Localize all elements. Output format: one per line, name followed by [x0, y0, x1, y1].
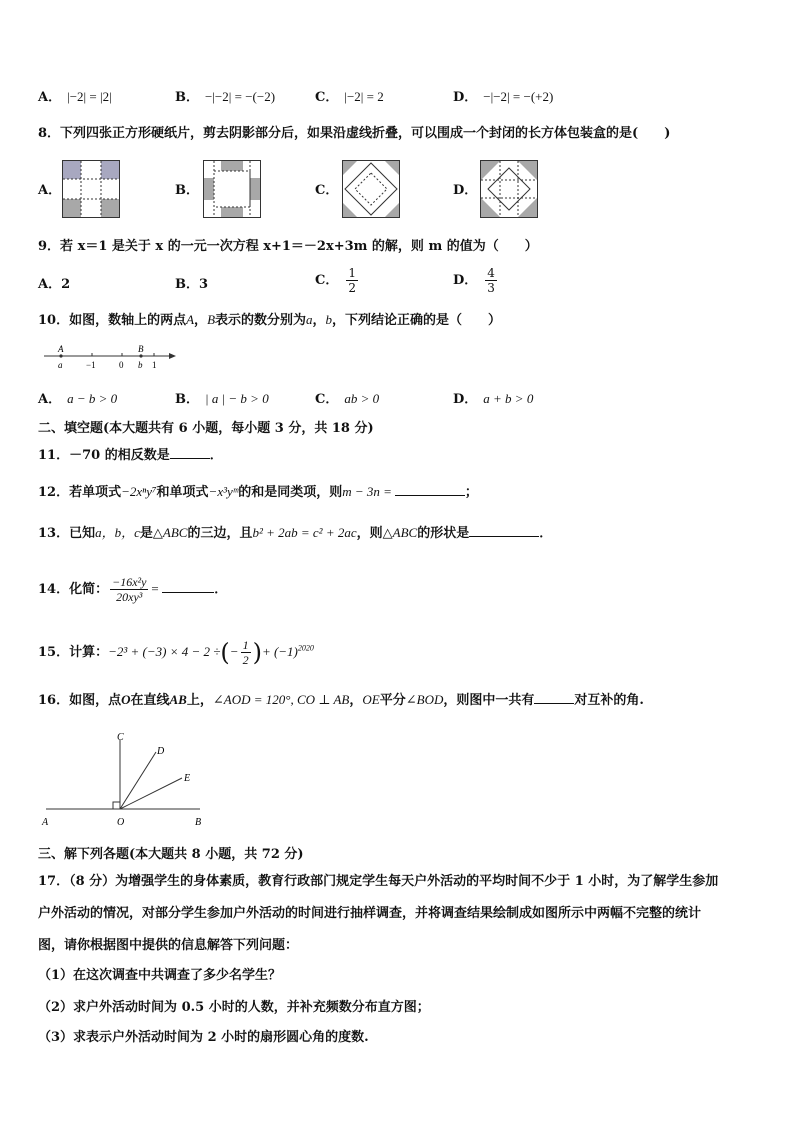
q7-option-a	[38, 88, 112, 107]
shaded-corner	[518, 161, 537, 180]
q16: 16．如图，点O在直线AB上，∠AOD = 120°, CO ⊥ AB，OE平分∠BOD，则图中一共有 对互补的角.	[38, 692, 644, 708]
q9-option-b: B．3	[175, 277, 209, 292]
shaded-corner	[101, 161, 119, 179]
shaded-tab	[250, 178, 260, 200]
label-B: B	[138, 344, 144, 354]
q9-stem: 9．若 x＝1 是关于 x 的一元一次方程 x+1＝－2x+3m 的解，则 m 的值为（ ）	[38, 239, 538, 254]
q17-line-1: 17．（8 分）为增强学生的身体素质，教育行政部门规定学生每天户外活动的平均时间不少于 1 小时，为了解学生参加	[38, 874, 719, 889]
q9-option-d: D． $\frac{4}{3}$	[453, 266, 495, 295]
point-a	[59, 354, 62, 357]
fraction: $\frac{1}{2}$	[348, 266, 356, 295]
answer-blank	[469, 524, 539, 537]
section-2-heading: 二、填空题(本大题共有 6 小题，每小题 3 分，共 18 分)	[38, 421, 374, 436]
square-outline	[343, 161, 400, 218]
answer-blank	[170, 446, 210, 459]
shaded-corner	[101, 199, 119, 217]
q17-line-2: 户外活动的情况，对部分学生参加户外活动的时间进行抽样调查，并将调查结果绘制成如图所示中两幅不完整的统计	[38, 906, 702, 921]
option-label: C．	[315, 90, 339, 105]
shaded-corner	[481, 198, 500, 217]
q8-option-d-figure	[480, 160, 538, 218]
shaded-tab	[221, 207, 243, 217]
q9-option-c: C． $\frac{1}{2}$	[315, 266, 356, 295]
label-b: b	[138, 360, 143, 370]
option-label: D．	[453, 90, 478, 105]
q11: 11．－70 的相反数是 ．	[38, 448, 223, 463]
q7-option-d	[453, 88, 553, 107]
label-a: a	[58, 360, 63, 370]
q8-option-b-label: B．	[175, 183, 199, 198]
fraction: $\frac{1}{2}$	[242, 638, 249, 667]
option-expression: −|−2| = −(−2)	[205, 89, 276, 104]
q10-number-line	[40, 342, 180, 374]
q12: 12．若单项式−2xⁿy⁷和单项式−x³yᵐ的和是同类项，则m − 3n = ；	[38, 484, 478, 500]
label-E: E	[184, 773, 191, 784]
shaded-tab	[204, 178, 214, 200]
shaded-corner	[518, 198, 537, 217]
right-angle-mark	[113, 802, 120, 809]
q10-option-d: D． a + b > 0	[453, 391, 534, 407]
q10-option-b: B． | a | − b > 0	[175, 391, 269, 407]
q8-stem: 8．下列四张正方形硬纸片，剪去阴影部分后，如果沿虚线折叠，可以围成一个封闭的长方体包装盒的是( )	[38, 126, 671, 141]
left-paren: (	[220, 638, 230, 667]
shaded-tab	[221, 161, 243, 171]
option-label: A．	[38, 90, 62, 105]
q16-figure	[38, 728, 218, 830]
label-C: C	[117, 732, 124, 743]
shaded-corner	[385, 203, 399, 217]
answer-blank	[395, 483, 465, 496]
option-expression: |−2| = |2|	[67, 89, 112, 104]
shaded-corner	[343, 161, 357, 175]
fold-line	[355, 173, 387, 205]
option-label: B．	[175, 90, 199, 105]
axis-arrow	[169, 353, 176, 359]
tick-label-0: 0	[119, 360, 124, 370]
q10-stem: 10．如图，数轴上的两点A，B表示的数分别为a，b，下列结论正确的是（ ）	[38, 312, 502, 328]
shaded-corner	[63, 199, 81, 217]
q8-option-b-figure	[203, 160, 261, 218]
q8-option-d-label: D．	[453, 183, 478, 198]
q17-line-3: 图，请你根据图中提供的信息解答下列问题：	[38, 938, 299, 953]
answer-blank	[534, 691, 574, 704]
shaded-corner	[343, 203, 357, 217]
tick-label-1: 1	[152, 360, 157, 370]
q17-sub-1: （1）在这次调查中共调查了多少名学生？	[38, 968, 282, 983]
q8-option-a-figure	[62, 160, 120, 218]
q7-option-c	[315, 88, 384, 107]
option-expression: |−2| = 2	[344, 89, 384, 104]
label-A: A	[42, 817, 49, 828]
point-b	[139, 354, 142, 357]
q8-option-c-label: C．	[315, 183, 339, 198]
fraction: $\frac{4}{3}$	[487, 266, 495, 295]
shaded-corner	[385, 161, 399, 175]
shaded-corner	[63, 161, 81, 179]
label-B: B	[195, 817, 202, 828]
outer-diamond	[345, 163, 397, 215]
answer-blank	[162, 580, 214, 593]
q13: 13．已知a，b，c是△ABC的三边，且b² + 2ab = c² + 2ac，则△ABC的形状是 ．	[38, 525, 553, 541]
shaded-corner	[481, 161, 500, 180]
option-expression: −|−2| = −(+2)	[483, 89, 554, 104]
tick-label-m1: −1	[86, 360, 96, 370]
section-3-heading: 三、解下列各题(本大题共 8 小题，共 72 分)	[38, 847, 304, 862]
fold-line	[214, 171, 250, 207]
label-D: D	[157, 746, 165, 757]
right-paren: )	[252, 638, 262, 667]
outer-diamond	[488, 168, 530, 210]
label-O: O	[117, 817, 125, 828]
q8-option-a-label: A．	[38, 183, 62, 198]
q10-option-c: C． ab > 0	[315, 391, 380, 407]
q7-option-b	[175, 88, 275, 107]
q15: 15．计算：−2³ + (−3) × 4 − 2 ÷(− $\frac{1}{2}$ )+ $(-1)^{2020}$	[38, 638, 314, 667]
q8-option-c-figure	[342, 160, 400, 218]
q14: 14．化简： $\frac{\text{−16x²y}}{\text{20xy³}}$ = ．	[38, 575, 228, 604]
q17-sub-2: （2）求户外活动时间为 0.5 小时的人数，并补充频数分布直方图；	[38, 1000, 430, 1015]
q9-option-a: A．2	[38, 277, 71, 292]
q17-sub-3: （3）求表示户外活动时间为 2 小时的扇形圆心角的度数.	[38, 1030, 369, 1045]
q10-option-a: A． a − b > 0	[38, 391, 118, 407]
fraction: $\frac{\text{−16x²y}}{\text{20xy³}}$	[112, 575, 147, 604]
label-A: A	[58, 344, 64, 354]
